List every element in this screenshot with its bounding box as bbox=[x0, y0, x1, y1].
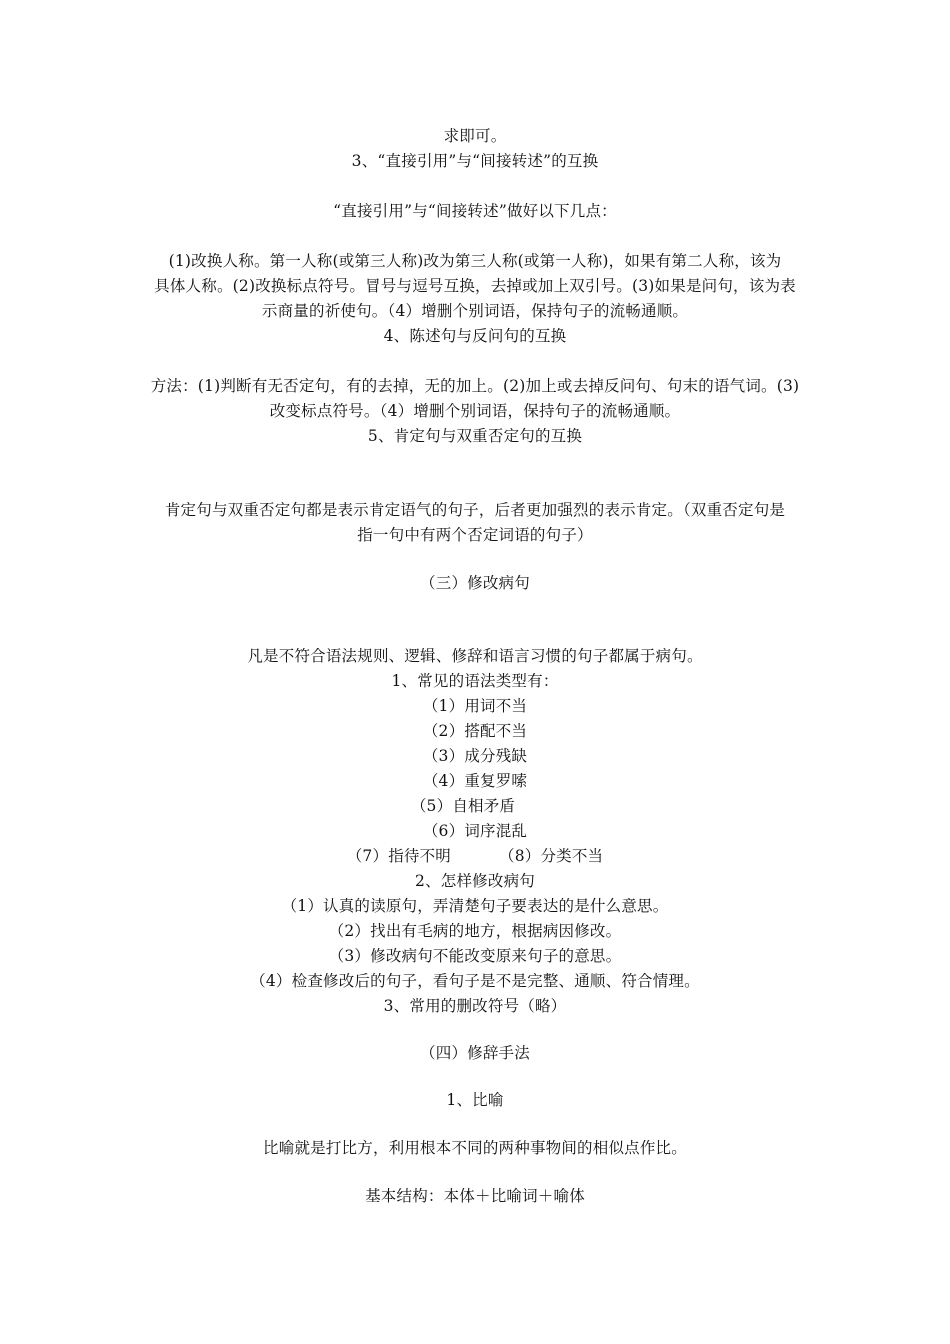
list-item: （6）词序混乱 bbox=[422, 822, 528, 840]
text-line: 改变标点符号。（4）增删个别词语，保持句子的流畅通顺。 bbox=[269, 402, 681, 420]
list-item: （1）用词不当 bbox=[422, 697, 528, 715]
section-heading: 5、肯定句与双重否定句的互换 bbox=[367, 427, 583, 445]
list-item: （3）成分残缺 bbox=[422, 747, 528, 765]
chapter-heading: （四）修辞手法 bbox=[420, 1044, 530, 1062]
section-heading: 4、陈述句与反问句的互换 bbox=[383, 327, 567, 345]
list-item-pair bbox=[140, 844, 810, 869]
section-heading: 2、怎样修改病句 bbox=[415, 872, 535, 890]
list-item: （2）搭配不当 bbox=[422, 722, 528, 740]
list-item: （1）认真的读原句，弄清楚句子要表达的是什么意思。 bbox=[281, 897, 669, 915]
section-heading: 3、“直接引用”与“间接转述”的互换 bbox=[351, 152, 599, 170]
list-item: （8）分类不当 bbox=[499, 847, 604, 865]
list-item: （5）自相矛盾 bbox=[410, 797, 516, 815]
text-line: 基本结构：本体＋比喻词＋喻体 bbox=[365, 1187, 585, 1205]
text-line: 方法：(1)判断有无否定句，有的去掉，无的加上。(2)加上或去掉反问句、句末的语气词。(3) bbox=[150, 377, 800, 395]
text-line: 凡是不符合语法规则、逻辑、修辞和语言习惯的句子都属于病句。 bbox=[247, 647, 703, 665]
text-line: 示商量的祈使句。（4）增删个别词语，保持句子的流畅通顺。 bbox=[261, 302, 689, 320]
text-line: 比喻就是打比方，利用根本不同的两种事物间的相似点作比。 bbox=[263, 1139, 687, 1157]
text-line: (1)改换人称。第一人称(或第三人称)改为第三人称(或第一人称)，如果有第二人称，该为 bbox=[168, 252, 782, 270]
list-item: （4）重复罗嗦 bbox=[422, 772, 528, 790]
list-item: （3）修改病句不能改变原来句子的意思。 bbox=[328, 947, 622, 965]
section-heading: 1、常见的语法类型有： bbox=[391, 672, 559, 690]
text-line: 肯定句与双重否定句都是表示肯定语气的句子，后者更加强烈的表示肯定。（双重否定句是 bbox=[164, 501, 786, 519]
list-item: （2）找出有毛病的地方，根据病因修改。 bbox=[328, 922, 622, 940]
text-line: “直接引用”与“间接转述”做好以下几点： bbox=[333, 202, 617, 220]
list-item: （7）指待不明 bbox=[346, 847, 451, 865]
chapter-heading: （三）修改病句 bbox=[420, 574, 530, 592]
section-heading: 3、常用的删改符号（略） bbox=[383, 997, 567, 1015]
text-line: 具体人称。(2)改换标点符号。冒号与逗号互换，去掉或加上双引号。(3)如果是问句，该为表 bbox=[154, 277, 796, 295]
text-line: 指一句中有两个否定词语的句子） bbox=[357, 526, 593, 544]
text-line: 求即可。 bbox=[443, 127, 507, 145]
list-item: （4）检查修改后的句子，看句子是不是完整、通顺、符合情理。 bbox=[250, 972, 700, 990]
section-heading: 1、比喻 bbox=[446, 1091, 504, 1109]
